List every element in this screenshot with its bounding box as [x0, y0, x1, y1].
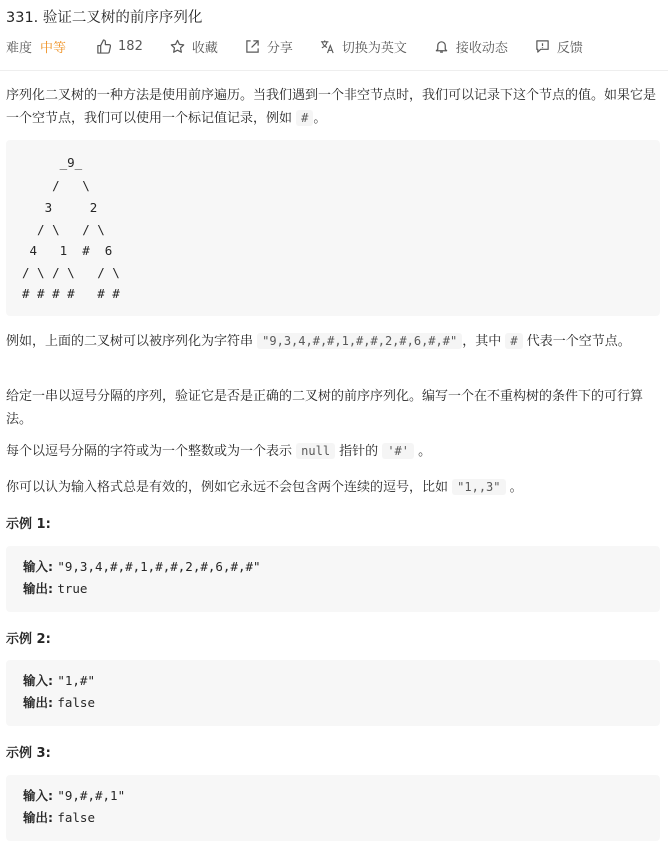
tree-line: 3 2 — [22, 200, 98, 215]
feedback-label: 反馈 — [556, 40, 583, 56]
example-heading: 示例 1: — [6, 517, 51, 532]
inline-code: "1,,3" — [452, 479, 505, 495]
inline-code: '#' — [382, 443, 414, 459]
thumbs-up-icon — [96, 39, 111, 54]
difficulty-label: 难度 — [6, 40, 33, 56]
bell-icon — [434, 39, 449, 54]
header-divider — [0, 70, 668, 71]
description-paragraph-4: 每个以逗号分隔的字符或为一个整数或为一个表示 null 指针的 '#' 。 — [6, 444, 432, 459]
share-label: 分享 — [266, 40, 293, 56]
like-button[interactable] — [96, 39, 143, 54]
follow-button[interactable] — [434, 37, 508, 56]
example-block — [6, 775, 660, 841]
problem-meta-bar — [6, 36, 610, 56]
inline-code: null — [296, 443, 335, 459]
inline-code: # — [296, 110, 313, 126]
inline-code: # — [505, 333, 522, 349]
example-output-line: 输出: false — [23, 810, 95, 825]
tree-line: / \ / \ / \ — [22, 265, 120, 280]
star-icon — [170, 39, 185, 54]
example-heading: 示例 2: — [6, 632, 51, 647]
description-paragraph-5: 你可以认为输入格式总是有效的，例如它永远不会包含两个连续的逗号，比如 "1,,3" 。 — [6, 480, 523, 495]
translate-icon — [320, 39, 335, 54]
example-input-line: 输入: "1,#" — [23, 673, 95, 688]
example-block — [6, 660, 660, 726]
feedback-icon — [535, 39, 550, 54]
share-button[interactable] — [245, 37, 293, 56]
example-input-line: 输入: "9,3,4,#,#,1,#,#,2,#,6,#,#" — [23, 559, 261, 574]
example-input-line: 输入: "9,#,#,1" — [23, 788, 126, 803]
description-paragraph-3: 给定一串以逗号分隔的序列，验证它是否是正确的二叉树的前序序列化。编写一个在不重构树的条件下的可行算法。 — [6, 389, 644, 427]
description-paragraph-1: 序列化二叉树的一种方法是使用前序遍历。当我们遇到一个非空节点时，我们可以记录下这个节点的值。如果它是一个空节点，我们可以使用一个标记值记录，例如 # 。 — [6, 88, 657, 126]
tree-line: _9_ — [22, 155, 83, 170]
share-icon — [245, 39, 260, 54]
problem-title: 331. 验证二叉树的前序序列化 — [6, 10, 203, 26]
feedback-button[interactable] — [535, 37, 583, 56]
switch-language-label: 切换为英文 — [341, 40, 407, 56]
example-block — [6, 546, 660, 612]
follow-label: 接收动态 — [455, 40, 508, 56]
tree-line: 4 1 # 6 — [22, 243, 113, 258]
inline-code: "9,3,4,#,#,1,#,#,2,#,6,#,#" — [257, 333, 462, 349]
description-paragraph-2: 例如，上面的二叉树可以被序列化为字符串 "9,3,4,#,#,1,#,#,2,#,6,#,#" ，其中 # 代表一个空节点。 — [6, 334, 631, 349]
tree-diagram-block — [6, 140, 660, 316]
favorite-button[interactable] — [170, 37, 218, 56]
tree-line: # # # # # # — [22, 286, 120, 301]
switch-language-button[interactable] — [320, 37, 407, 56]
tree-line: / \ — [22, 178, 90, 193]
example-output-line: 输出: false — [23, 695, 95, 710]
example-output-line: 输出: true — [23, 581, 88, 596]
favorite-label: 收藏 — [191, 40, 218, 56]
difficulty-badge: 中等 — [40, 40, 67, 56]
like-count: 182 — [118, 38, 143, 54]
example-heading: 示例 3: — [6, 746, 51, 761]
tree-line: / \ / \ — [22, 222, 105, 237]
